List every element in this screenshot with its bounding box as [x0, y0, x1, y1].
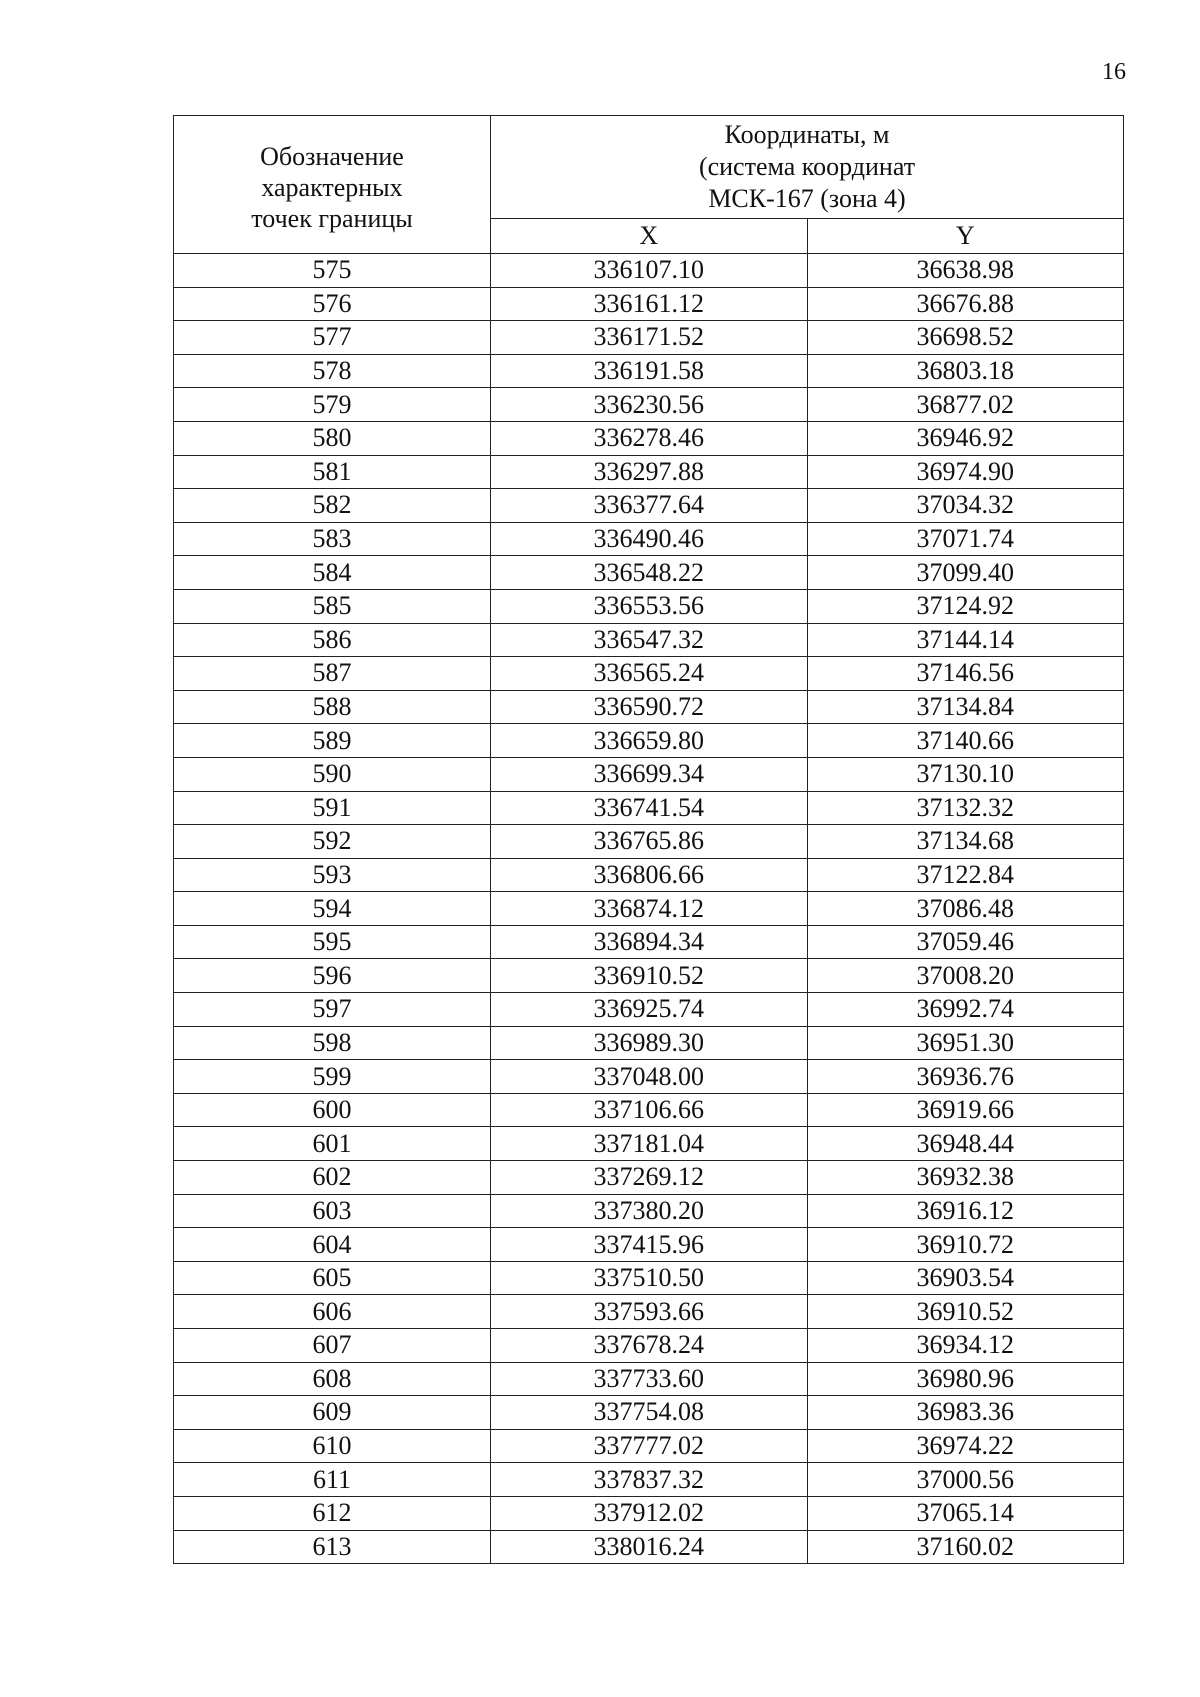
- x-coordinate-cell: 336547.32: [491, 623, 808, 657]
- x-coordinate-cell: 336590.72: [491, 690, 808, 724]
- table-row: [174, 1429, 1124, 1463]
- table-row: [174, 1530, 1124, 1564]
- point-cell: 607: [174, 1329, 491, 1363]
- y-coordinate-cell: 36919.66: [807, 1093, 1124, 1127]
- y-coordinate-cell: 36992.74: [807, 993, 1124, 1027]
- table-row: [174, 1295, 1124, 1329]
- y-coordinate-cell: 37034.32: [807, 489, 1124, 523]
- x-coordinate-cell: 336553.56: [491, 589, 808, 623]
- table-row: [174, 287, 1124, 321]
- y-coordinate-cell: 37144.14: [807, 623, 1124, 657]
- table-row: [174, 1463, 1124, 1497]
- y-coordinate-cell: 37160.02: [807, 1530, 1124, 1564]
- table-row: [174, 623, 1124, 657]
- point-cell: 598: [174, 1026, 491, 1060]
- y-coordinate-cell: 37065.14: [807, 1496, 1124, 1530]
- y-coordinate-cell: 36698.52: [807, 321, 1124, 355]
- x-coordinate-cell: 336741.54: [491, 791, 808, 825]
- point-cell: 579: [174, 388, 491, 422]
- point-cell: 601: [174, 1127, 491, 1161]
- point-cell: 588: [174, 690, 491, 724]
- point-cell: 603: [174, 1194, 491, 1228]
- table-row: [174, 1362, 1124, 1396]
- y-coordinate-cell: 36803.18: [807, 354, 1124, 388]
- coords-header-line: МСК-167 (зона 4): [708, 183, 906, 213]
- point-header-line: точек границы: [251, 204, 413, 233]
- table-row: [174, 1161, 1124, 1195]
- y-coordinate-cell: 36877.02: [807, 388, 1124, 422]
- y-coordinate-cell: 37140.66: [807, 724, 1124, 758]
- x-coordinate-cell: 336659.80: [491, 724, 808, 758]
- x-coordinate-cell: 338016.24: [491, 1530, 808, 1564]
- x-coordinate-cell: 337106.66: [491, 1093, 808, 1127]
- y-coordinate-cell: 36936.76: [807, 1060, 1124, 1094]
- point-cell: 584: [174, 556, 491, 590]
- y-coordinate-cell: 36638.98: [807, 254, 1124, 288]
- x-coordinate-cell: 337380.20: [491, 1194, 808, 1228]
- table-row: [174, 1127, 1124, 1161]
- point-cell: 595: [174, 925, 491, 959]
- table-row: [174, 1060, 1124, 1094]
- point-cell: 577: [174, 321, 491, 355]
- table-row: [174, 1329, 1124, 1363]
- x-coordinate-cell: 336278.46: [491, 421, 808, 455]
- point-cell: 581: [174, 455, 491, 489]
- x-coordinate-cell: 336548.22: [491, 556, 808, 590]
- table-row: [174, 993, 1124, 1027]
- table-row: [174, 1228, 1124, 1262]
- point-cell: 589: [174, 724, 491, 758]
- y-coordinate-cell: 37146.56: [807, 657, 1124, 691]
- point-cell: 596: [174, 959, 491, 993]
- y-coordinate-cell: 37134.84: [807, 690, 1124, 724]
- table-row: [174, 858, 1124, 892]
- table-row: [174, 825, 1124, 859]
- point-cell: 604: [174, 1228, 491, 1262]
- x-coordinate-cell: 337837.32: [491, 1463, 808, 1497]
- x-coordinate-cell: 336565.24: [491, 657, 808, 691]
- table-row: [174, 354, 1124, 388]
- x-coordinate-cell: 336490.46: [491, 522, 808, 556]
- y-coordinate-cell: 36676.88: [807, 287, 1124, 321]
- table-header: [174, 116, 1124, 254]
- y-coordinate-cell: 36974.90: [807, 455, 1124, 489]
- x-coordinate-cell: 337678.24: [491, 1329, 808, 1363]
- y-coordinate-cell: 37000.56: [807, 1463, 1124, 1497]
- table-row: [174, 1396, 1124, 1430]
- table-body: [174, 254, 1124, 1564]
- point-cell: 580: [174, 421, 491, 455]
- table-row: [174, 1261, 1124, 1295]
- point-cell: 575: [174, 254, 491, 288]
- x-column-header: X: [491, 218, 808, 253]
- table-row: [174, 321, 1124, 355]
- table-row: [174, 1026, 1124, 1060]
- x-coordinate-cell: 337754.08: [491, 1396, 808, 1430]
- table-row: [174, 690, 1124, 724]
- y-coordinate-cell: 37134.68: [807, 825, 1124, 859]
- y-coordinate-cell: 37086.48: [807, 892, 1124, 926]
- y-coordinate-cell: 36951.30: [807, 1026, 1124, 1060]
- x-coordinate-cell: 336925.74: [491, 993, 808, 1027]
- x-coordinate-cell: 336230.56: [491, 388, 808, 422]
- point-cell: 576: [174, 287, 491, 321]
- table-row: [174, 455, 1124, 489]
- y-coordinate-cell: 36948.44: [807, 1127, 1124, 1161]
- x-coordinate-cell: 336699.34: [491, 757, 808, 791]
- table-row: [174, 254, 1124, 288]
- table-row: [174, 421, 1124, 455]
- x-coordinate-cell: 336894.34: [491, 925, 808, 959]
- y-coordinate-cell: 36910.52: [807, 1295, 1124, 1329]
- point-cell: 592: [174, 825, 491, 859]
- point-cell: 600: [174, 1093, 491, 1127]
- table-row: [174, 1093, 1124, 1127]
- table-row: [174, 388, 1124, 422]
- x-coordinate-cell: 337510.50: [491, 1261, 808, 1295]
- x-coordinate-cell: 337415.96: [491, 1228, 808, 1262]
- coords-header-line: Координаты, м: [724, 119, 890, 149]
- page-number: 16: [1102, 59, 1126, 85]
- point-cell: 594: [174, 892, 491, 926]
- table-row: [174, 1496, 1124, 1530]
- y-coordinate-cell: 37124.92: [807, 589, 1124, 623]
- point-cell: 582: [174, 489, 491, 523]
- y-coordinate-cell: 37008.20: [807, 959, 1124, 993]
- point-cell: 583: [174, 522, 491, 556]
- y-coordinate-cell: 37132.32: [807, 791, 1124, 825]
- table-row: [174, 522, 1124, 556]
- y-coordinate-cell: 36983.36: [807, 1396, 1124, 1430]
- x-coordinate-cell: 336806.66: [491, 858, 808, 892]
- table-row: [174, 925, 1124, 959]
- y-coordinate-cell: 36932.38: [807, 1161, 1124, 1195]
- y-coordinate-cell: 36934.12: [807, 1329, 1124, 1363]
- y-coordinate-cell: 36946.92: [807, 421, 1124, 455]
- x-coordinate-cell: 336107.10: [491, 254, 808, 288]
- y-column-header: Y: [807, 218, 1124, 253]
- x-coordinate-cell: 336161.12: [491, 287, 808, 321]
- coordinates-table: [173, 115, 1124, 1564]
- table-row: [174, 892, 1124, 926]
- header-row-top: [174, 116, 1124, 219]
- point-cell: 578: [174, 354, 491, 388]
- y-coordinate-cell: 36903.54: [807, 1261, 1124, 1295]
- y-coordinate-cell: 36910.72: [807, 1228, 1124, 1262]
- x-coordinate-cell: 336171.52: [491, 321, 808, 355]
- point-cell: 608: [174, 1362, 491, 1396]
- coordinates-header: [491, 116, 1124, 219]
- table-row: [174, 589, 1124, 623]
- x-coordinate-cell: 337733.60: [491, 1362, 808, 1396]
- point-cell: 586: [174, 623, 491, 657]
- point-cell: 599: [174, 1060, 491, 1094]
- x-coordinate-cell: 336377.64: [491, 489, 808, 523]
- y-coordinate-cell: 37130.10: [807, 757, 1124, 791]
- y-coordinate-cell: 37059.46: [807, 925, 1124, 959]
- y-coordinate-cell: 36974.22: [807, 1429, 1124, 1463]
- table-row: [174, 556, 1124, 590]
- point-cell: 602: [174, 1161, 491, 1195]
- point-cell: 597: [174, 993, 491, 1027]
- table-row: [174, 791, 1124, 825]
- point-designation-header: [174, 116, 491, 254]
- point-header-line: характерных: [261, 173, 403, 202]
- y-coordinate-cell: 36980.96: [807, 1362, 1124, 1396]
- point-cell: 593: [174, 858, 491, 892]
- point-cell: 585: [174, 589, 491, 623]
- point-cell: 609: [174, 1396, 491, 1430]
- table-row: [174, 1194, 1124, 1228]
- x-coordinate-cell: 336765.86: [491, 825, 808, 859]
- point-cell: 587: [174, 657, 491, 691]
- x-coordinate-cell: 336191.58: [491, 354, 808, 388]
- x-coordinate-cell: 337912.02: [491, 1496, 808, 1530]
- point-header-line: Обозначение: [260, 142, 404, 171]
- y-coordinate-cell: 37099.40: [807, 556, 1124, 590]
- y-coordinate-cell: 36916.12: [807, 1194, 1124, 1228]
- point-cell: 612: [174, 1496, 491, 1530]
- x-coordinate-cell: 336989.30: [491, 1026, 808, 1060]
- point-cell: 591: [174, 791, 491, 825]
- point-cell: 590: [174, 757, 491, 791]
- table-row: [174, 757, 1124, 791]
- x-coordinate-cell: 336874.12: [491, 892, 808, 926]
- point-cell: 606: [174, 1295, 491, 1329]
- x-coordinate-cell: 337777.02: [491, 1429, 808, 1463]
- point-cell: 605: [174, 1261, 491, 1295]
- x-coordinate-cell: 337269.12: [491, 1161, 808, 1195]
- point-cell: 610: [174, 1429, 491, 1463]
- x-coordinate-cell: 336297.88: [491, 455, 808, 489]
- x-coordinate-cell: 336910.52: [491, 959, 808, 993]
- point-cell: 613: [174, 1530, 491, 1564]
- table-row: [174, 724, 1124, 758]
- y-coordinate-cell: 37071.74: [807, 522, 1124, 556]
- table-row: [174, 959, 1124, 993]
- y-coordinate-cell: 37122.84: [807, 858, 1124, 892]
- table-row: [174, 489, 1124, 523]
- coords-header-line: (система координат: [698, 151, 916, 181]
- x-coordinate-cell: 337048.00: [491, 1060, 808, 1094]
- point-cell: 611: [174, 1463, 491, 1497]
- x-coordinate-cell: 337181.04: [491, 1127, 808, 1161]
- x-coordinate-cell: 337593.66: [491, 1295, 808, 1329]
- table-row: [174, 657, 1124, 691]
